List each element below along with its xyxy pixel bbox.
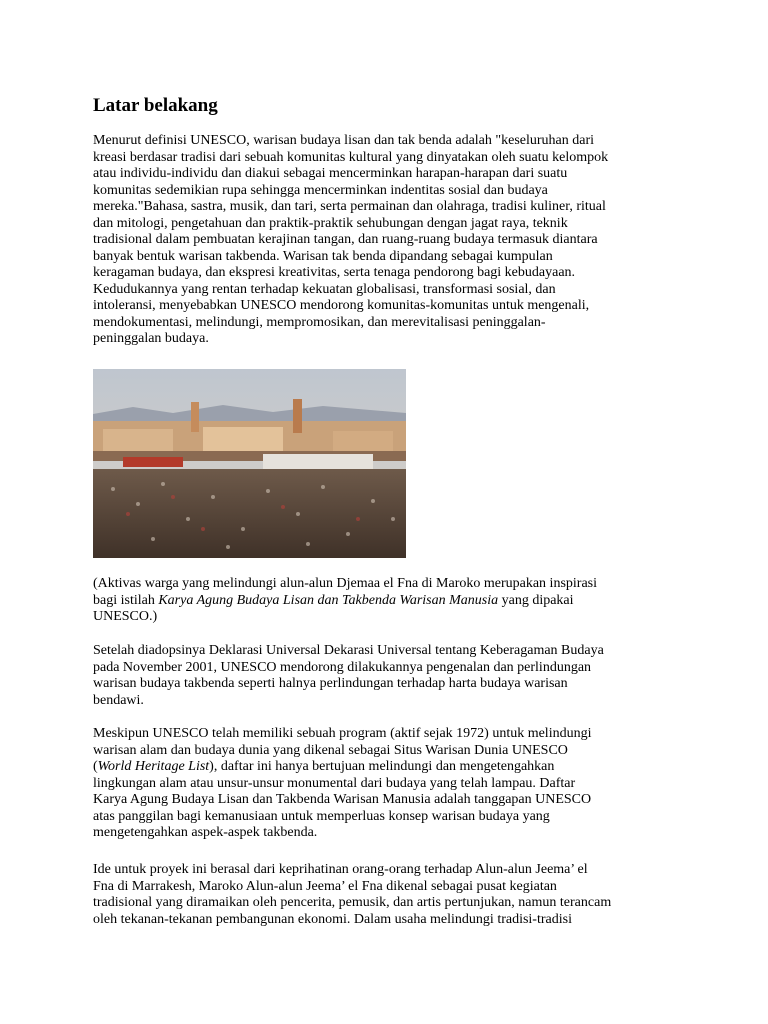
- world-heritage-list-term: World Heritage List: [97, 759, 210, 774]
- p3-text-after: ), daftar ini hanya bertujuan melindungi dan mengetengahkan lingkungan alam atau unsur-unsur monumental dari budaya yang telah lampau. Daftar Karya Agung Budaya Lisan dan Takbenda Warisan Manusia adalah tanggapan UNESCO atas panggilan bagi kemanusiaan untuk memperluas konsep warisan budaya yang mengetengahkan aspek-aspek takbenda.: [93, 759, 592, 840]
- djemaa-el-fna-photo: [93, 369, 406, 558]
- section-heading: Latar belakang: [93, 95, 218, 116]
- photo-caption: [93, 576, 673, 626]
- caption-text-before: (Aktivas warga yang melindungi alun-alun Djemaa el Fna di Maroko merupakan inspirasi bagi istilah: [93, 576, 597, 608]
- caption-italic-term: Karya Agung Budaya Lisan dan Takbenda Warisan Manusia: [158, 592, 499, 608]
- paragraph-definition: Menurut definisi UNESCO, warisan budaya lisan dan tak benda adalah "keseluruhan dari kreasi berdasar tradisi dari sebuah komunitas kultural yang dinyatakan oleh suatu kelompok atau individu-individu dan diakui sebagai mencerminkan harapan-harapan dari suatu komunitas sedemikian rupa sehingga mencerminkan indentitas sosial dan budaya mereka."Bahasa, sastra, musik, dan tari, serta permainan dan olahraga, tradisi kuliner, ritual dan mitologi, pengetahuan dan praktik-praktik sehubungan dengan jagat raya, teknik tradisional dalam pembuatan kerajinan tangan, dan ruang-ruang budaya termasuk diantara banyak bentuk warisan takbenda. Warisan tak benda dipandang sebagai kumpulan keragaman budaya, dan ekspresi kreativitas, serta tenaga pendorong bagi kebudayaan. Kedudukannya yang rentan terhadap kekuatan globalisasi, transformasi sosial, dan intoleransi, menyebabkan UNESCO mendorong komunitas-komunitas untuk mengenali, mendokumentasi, melindungi, mempromosikan, dan merevitalisasi peninggalan- peninggalan budaya.: [93, 133, 609, 346]
- paragraph-declaration: Setelah diadopsinya Deklarasi Universal Dekarasi Universal tentang Keberagaman Budaya pada November 2001, UNESCO mendorong dilakukannya pengenalan dan perlindungan warisan budaya takbenda seperti halnya perlindungan terhadap harta budaya warisan bendawi.: [93, 643, 604, 708]
- paragraph-world-heritage: [93, 726, 673, 842]
- paragraph-project-origin: Ide untuk proyek ini berasal dari keprihatinan orang-orang terhadap Alun-alun Jeema’ el Fna di Marrakesh, Maroko Alun-alun Jeema’ el Fna dikenal sebagai pusat kegiatan tradisional yang diramaikan oleh pencerita, pemusik, dan artis pertunjukan, namun terancam oleh tekanan-tekanan pembangunan ekonomi. Dalam usaha melindungi tradisi-tradisi: [93, 862, 612, 927]
- p3-text-before: Meskipun UNESCO telah memiliki sebuah program (aktif sejak 1972) untuk melindungi warisan alam dan budaya dunia yang dikenal sebagai Situs Warisan Dunia UNESCO (: [93, 726, 592, 774]
- caption-text-after: yang dipakai UNESCO.): [93, 592, 574, 624]
